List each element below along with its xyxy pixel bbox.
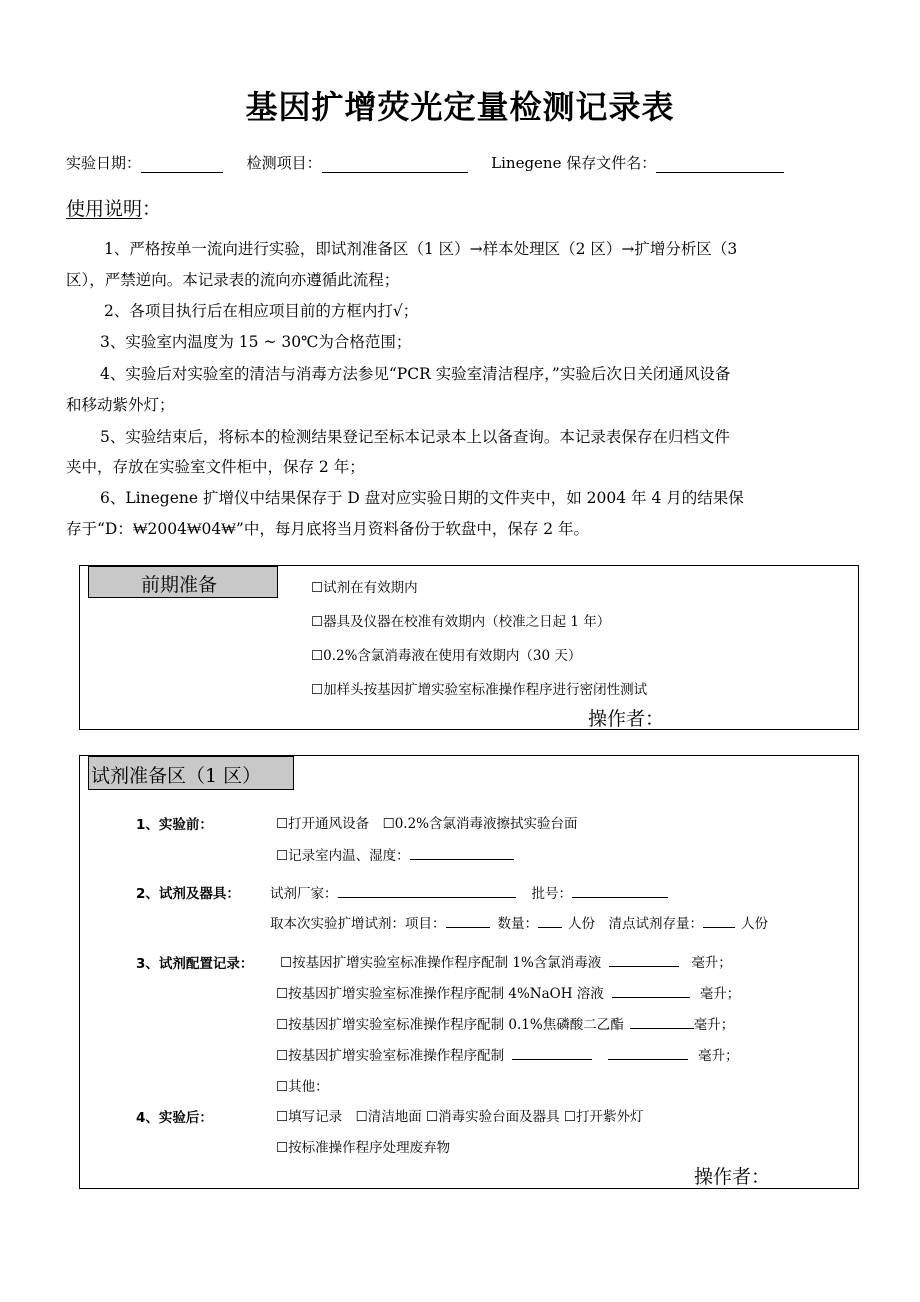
zone1-step2-line2: 取本次实验扩增试剂：项目： 数量： 人份 清点试剂存量： 人份 bbox=[270, 912, 768, 932]
prep-item-4[interactable]: ☐加样头按基因扩增实验室标准操作程序进行密闭性测试 bbox=[311, 682, 648, 698]
instructions-heading: 使用说明： bbox=[66, 198, 162, 220]
project-field[interactable] bbox=[446, 913, 490, 928]
instruction-5a: 5、实验结束后，将标本的检测结果登记至标本记录本上以备查询。本记录表保存在归档文件 bbox=[100, 428, 730, 446]
zone1-step2-line1: 试剂厂家： 批号： bbox=[270, 882, 668, 902]
zone1-operator-label: 操作者： bbox=[694, 1166, 771, 1188]
zone1-tag: 试剂准备区（1 区） bbox=[88, 756, 294, 790]
zone1-step3-line3[interactable]: ☐按基因扩增实验室标准操作程序配制 0.1%焦磷酸二乙酯 毫升； bbox=[276, 1013, 734, 1033]
prep-item-2[interactable]: ☐器具及仪器在校准有效期内（校准之日起 1 年） bbox=[311, 614, 611, 630]
instruction-4a: 4、实验后对实验室的清洁与消毒方法参见“PCR 实验室清洁程序，”实验后次日关闭通风设备 bbox=[100, 365, 731, 383]
zone1-step3-line5[interactable]: ☐其他： bbox=[276, 1079, 329, 1095]
meta-row bbox=[66, 152, 784, 173]
instruction-1b: 区），严禁逆向。本记录表的流向亦遵循此流程； bbox=[66, 271, 400, 289]
page-title: 基因扩增荧光定量检测记录表 bbox=[245, 88, 675, 126]
file-label: Linegene 保存文件名： bbox=[491, 154, 657, 172]
stock-field[interactable] bbox=[703, 913, 735, 928]
zone1-step4-line2[interactable]: ☐按标准操作程序处理废弃物 bbox=[276, 1140, 451, 1156]
instruction-6a: 6、Linegene 扩增仪中结果保存于 D 盘对应实验日期的文件夹中，如 2004 年 4 月的结果保 bbox=[100, 489, 744, 507]
zone1-step1-line2[interactable]: ☐记录室内温、湿度： bbox=[276, 844, 514, 864]
instruction-1a: 1、严格按单一流向进行实验，即试剂准备区（1 区）→样本处理区（2 区）→扩增分析区（3 bbox=[104, 240, 738, 258]
instruction-6b: 存于“D：₩2004₩04₩”中，每月底将当月资料备份于软盘中，保存 2 年。 bbox=[66, 520, 590, 538]
zone1-step2-label: 2、试剂及器具： bbox=[136, 886, 240, 902]
zone1-step3-line1[interactable]: ☐按基因扩增实验室标准操作程序配制 1%含氯消毒液 毫升； bbox=[280, 951, 732, 971]
zone1-step3-label: 3、试剂配置记录： bbox=[136, 956, 254, 972]
prep-operator-label: 操作者： bbox=[588, 708, 665, 730]
file-field[interactable] bbox=[656, 154, 784, 173]
zone1-step4-label: 4、实验后： bbox=[136, 1110, 213, 1126]
instruction-2: 2、各项目执行后在相应项目前的方框内打√； bbox=[104, 302, 419, 320]
zone1-step1-label: 1、实验前： bbox=[136, 817, 213, 833]
item-label: 检测项目： bbox=[246, 154, 322, 172]
date-label: 实验日期： bbox=[66, 154, 142, 172]
date-field[interactable] bbox=[141, 154, 223, 173]
item-field[interactable] bbox=[322, 154, 468, 173]
instruction-4b: 和移动紫外灯； bbox=[66, 396, 175, 414]
prep-item-3[interactable]: ☐0.2%含氯消毒液在使用有效期内（30 天） bbox=[311, 648, 582, 664]
prep-tag: 前期准备 bbox=[88, 566, 278, 598]
humidity-field[interactable] bbox=[410, 845, 514, 860]
zone1-step3-line4[interactable]: ☐按基因扩增实验室标准操作程序配制 毫升； bbox=[276, 1044, 739, 1064]
instruction-3: 3、实验室内温度为 15 ~ 30℃为合格范围； bbox=[100, 333, 412, 351]
instruction-5b: 夹中，存放在实验室文件柜中，保存 2 年； bbox=[66, 458, 365, 476]
zone1-step3-line2[interactable]: ☐按基因扩增实验室标准操作程序配制 4%NaOH 溶液 毫升； bbox=[276, 982, 740, 1002]
maker-field[interactable] bbox=[338, 883, 516, 898]
prep-item-1[interactable]: ☐试剂在有效期内 bbox=[311, 580, 418, 596]
zone1-step4-line1[interactable]: ☐填写记录 ☐清洁地面 ☐消毒实验台面及器具 ☐打开紫外灯 bbox=[276, 1109, 644, 1125]
quantity-field[interactable] bbox=[538, 913, 562, 928]
zone1-step1-line1[interactable]: ☐打开通风设备 ☐0.2%含氯消毒液擦拭实验台面 bbox=[276, 816, 578, 832]
batch-field[interactable] bbox=[572, 883, 668, 898]
